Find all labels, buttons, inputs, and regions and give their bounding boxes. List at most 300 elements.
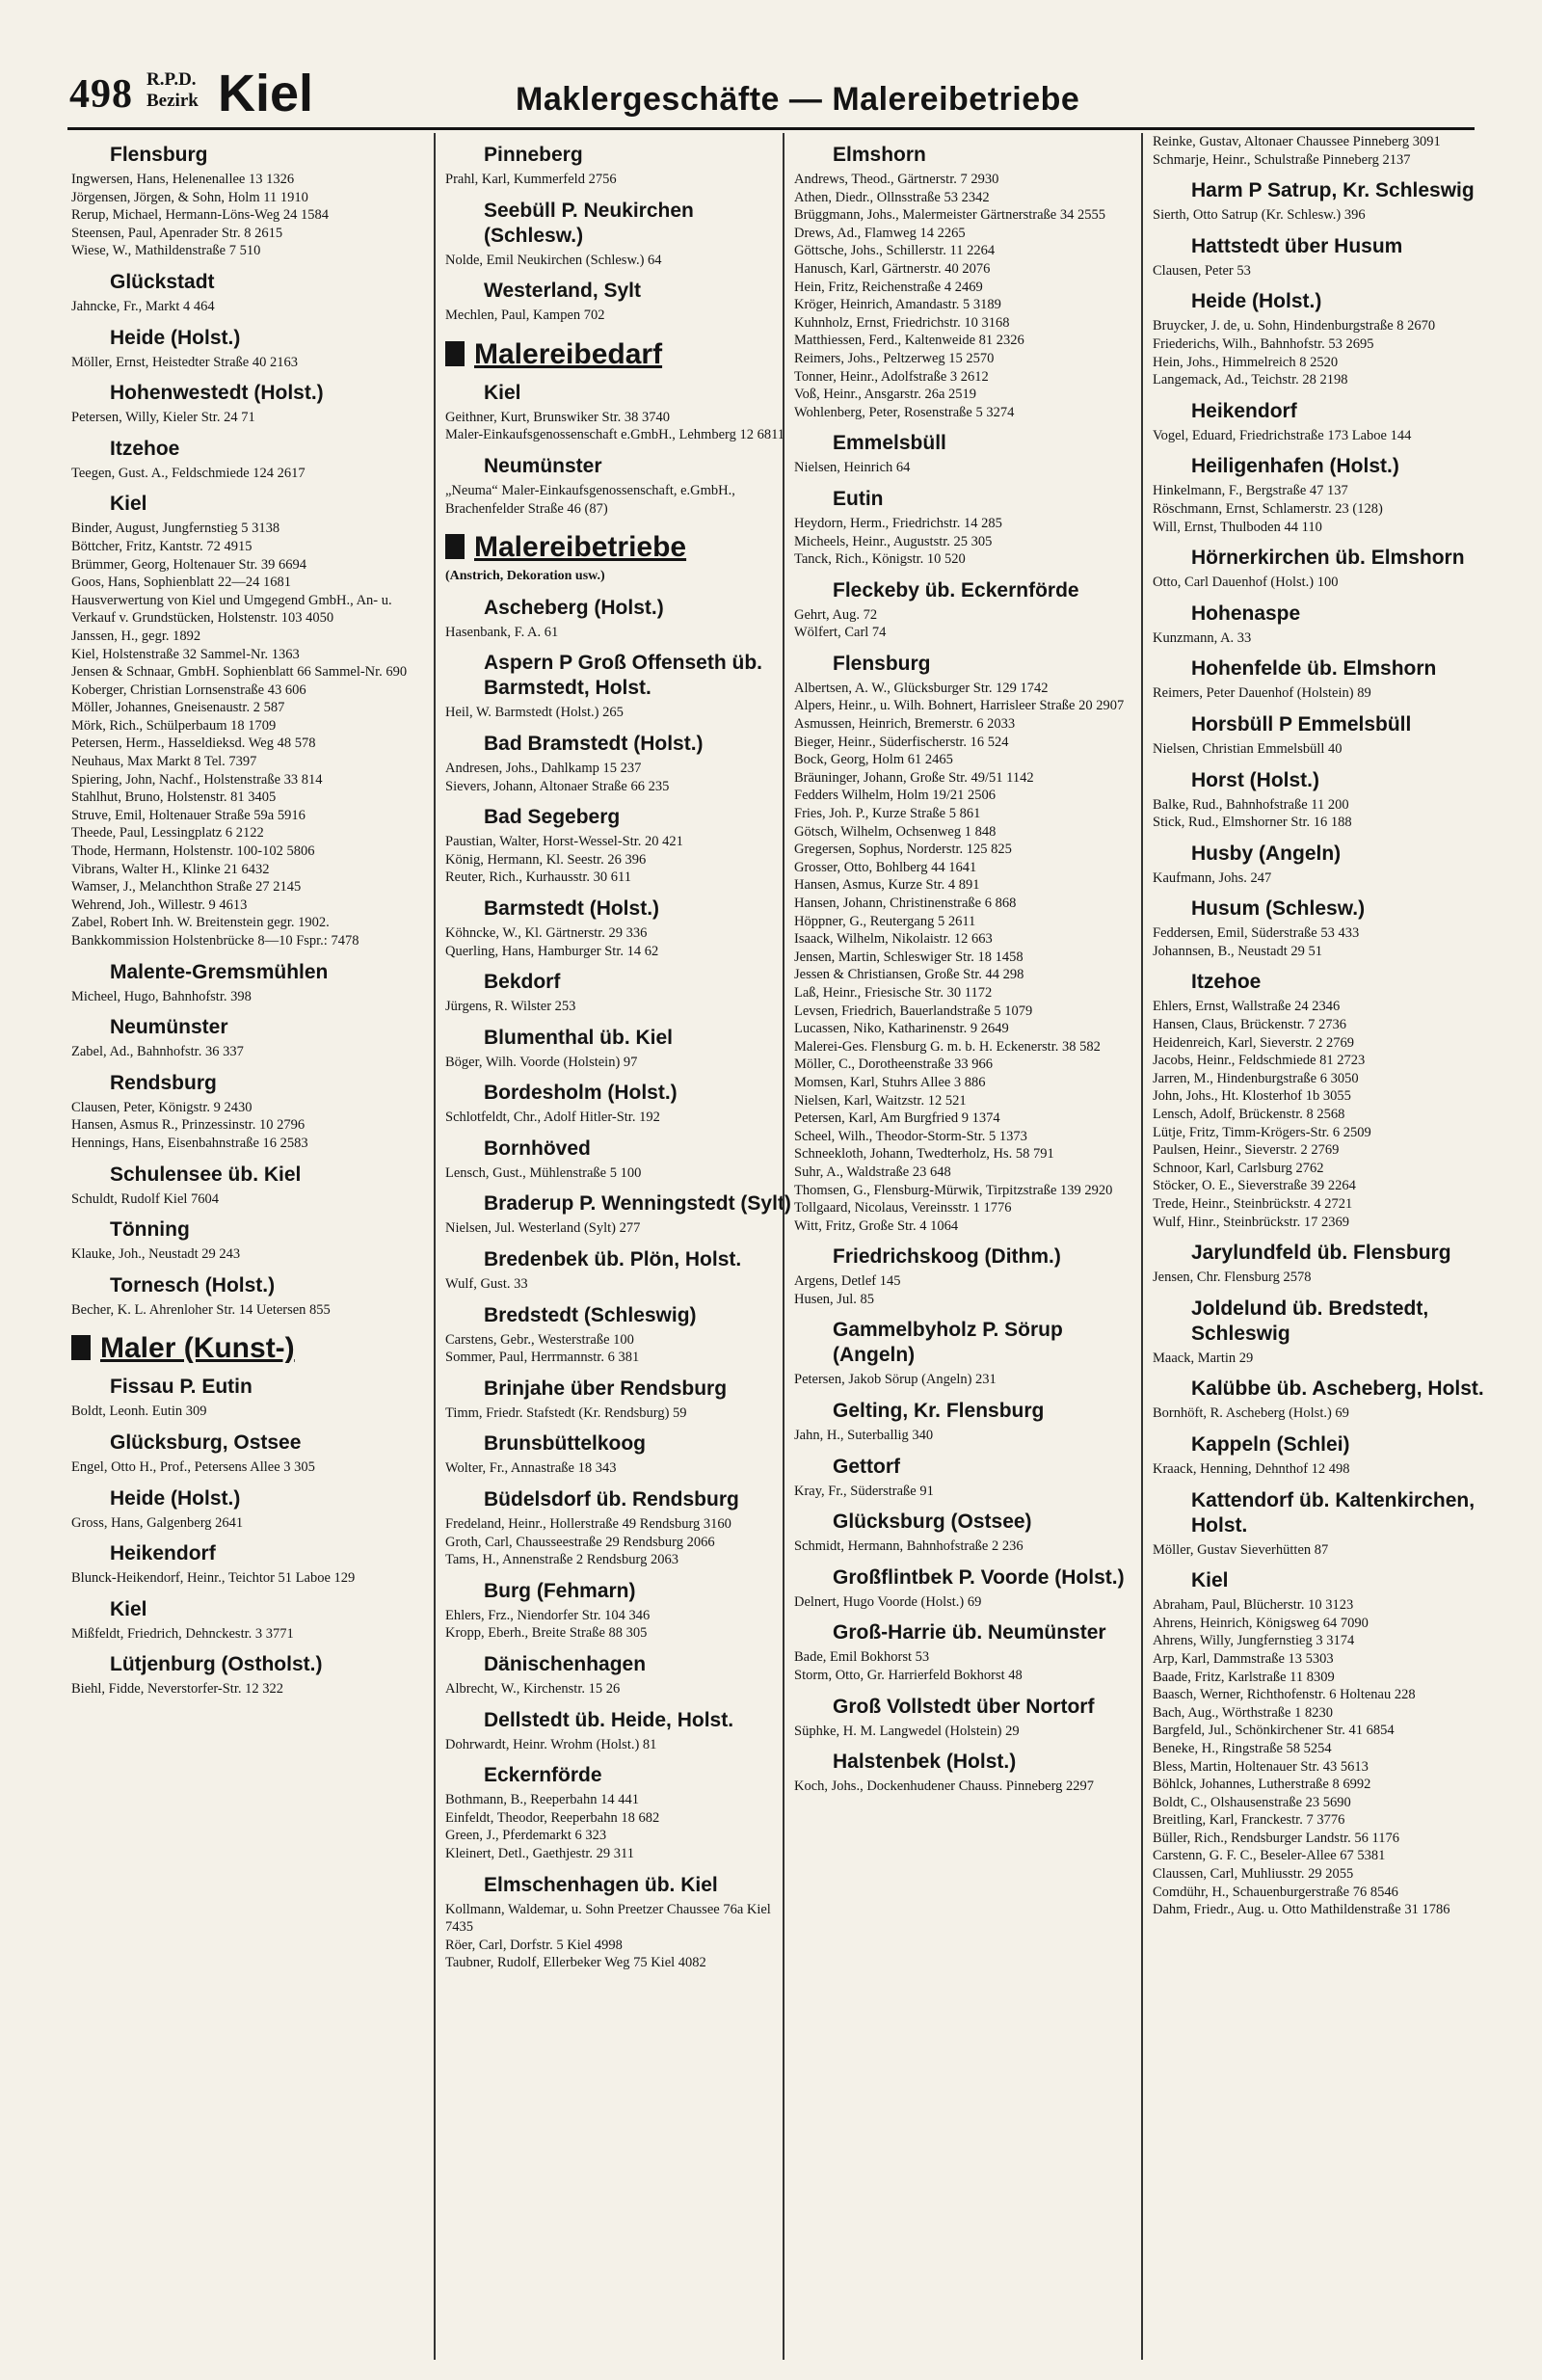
listing-entry: Brüggmann, Johs., Malermeister Gärtnerstraße 34 2555 — [794, 207, 1105, 224]
rpd-label: R.P.D. — [146, 69, 197, 90]
listing-entry: Wohlenberg, Peter, Rosenstraße 5 3274 — [794, 404, 1015, 420]
listing-entry: Hansen, Claus, Brückenstr. 7 2736 — [1153, 1017, 1346, 1033]
listing-entry: Wehrend, Joh., Willestr. 9 4613 — [71, 896, 248, 913]
listing-entry: Bräuninger, Johann, Große Str. 49/51 1142 — [794, 769, 1034, 786]
town-heading: Glücksburg, Ostsee — [110, 1431, 302, 1454]
bezirk-label: Bezirk — [146, 91, 199, 111]
listing-entry: Grosser, Otto, Bohlberg 44 1641 — [794, 859, 977, 875]
town-heading: Kiel — [1191, 1569, 1229, 1592]
listing-entry: Beneke, H., Ringstraße 58 5254 — [1153, 1740, 1332, 1756]
listing-entry: Bargfeld, Jul., Schönkirchener Str. 41 6854 — [1153, 1723, 1395, 1739]
listing-entry: Laß, Heinr., Friesische Str. 30 1172 — [794, 984, 993, 1001]
listing-entry: Sommer, Paul, Herrmannstr. 6 381 — [445, 1350, 640, 1366]
town-heading: Heikendorf — [110, 1542, 216, 1565]
listing-entry: Möller, Gustav Sieverhütten 87 — [1153, 1541, 1329, 1558]
listing-entry: Kröger, Heinrich, Amandastr. 5 3189 — [794, 297, 1001, 313]
listing-entry: Bade, Emil Bokhorst 53 — [794, 1649, 930, 1666]
listing-entry: Kunzmann, A. 33 — [1153, 629, 1252, 646]
listing-entry: Tams, H., Annenstraße 2 Rendsburg 2063 — [445, 1552, 678, 1568]
listing-entry: Hein, Johs., Himmelreich 8 2520 — [1153, 354, 1339, 370]
listing-entry: Göttsche, Johs., Schillerstr. 11 2264 — [794, 243, 996, 259]
town-heading: Schulensee üb. Kiel — [110, 1163, 302, 1186]
listing-entry: Dohrwardt, Heinr. Wrohm (Holst.) 81 — [445, 1736, 657, 1752]
listing-entry: Timm, Friedr. Stafstedt (Kr. Rendsburg) 59 — [445, 1404, 687, 1421]
listing-entry: Petersen, Willy, Kieler Str. 24 71 — [71, 410, 255, 426]
listing-entry: Claussen, Carl, Muhliusstr. 29 2055 — [1153, 1866, 1354, 1883]
listing-entry: Jarren, M., Hindenburgstraße 6 3050 — [1153, 1070, 1359, 1086]
town-heading: Bad Segeberg — [484, 806, 621, 829]
listing-entry: Tonner, Heinr., Adolfstraße 3 2612 — [794, 368, 989, 385]
listing-entry: Bornhöft, R. Ascheberg (Holst.) 69 — [1153, 1405, 1349, 1422]
listing-entry: Jensen, Martin, Schleswiger Str. 18 1458 — [794, 949, 1024, 965]
listing-entry: Kleinert, Detl., Gaethjestr. 29 311 — [445, 1845, 634, 1861]
listing-entry: Kraack, Henning, Dehnthof 12 498 — [1153, 1460, 1350, 1477]
listing-entry: Hanusch, Karl, Gärtnerstr. 40 2076 — [794, 260, 991, 277]
town-heading: Fleckeby üb. Eckernförde — [833, 578, 1079, 602]
listing-entry: Athen, Diedr., Ollnsstraße 53 2342 — [794, 189, 990, 205]
listing-entry: Spiering, John, Nachf., Holstenstraße 33 814 — [71, 771, 323, 788]
section-title: Maklergeschäfte — Malereibetriebe — [516, 81, 1080, 118]
town-heading: Kalübbe üb. Ascheberg, Holst. — [1191, 1377, 1484, 1401]
listing-entry: Sievers, Johann, Altonaer Straße 66 235 — [445, 778, 670, 794]
listing-entry: Bock, Georg, Holm 61 2465 — [794, 752, 953, 768]
listing-entry: Matthiessen, Ferd., Kaltenweide 81 2326 — [794, 333, 1024, 349]
listing-entry: Kray, Fr., Süderstraße 91 — [794, 1483, 934, 1499]
town-heading: Kiel — [110, 493, 147, 516]
listing-entry: Kropp, Eberh., Breite Straße 88 305 — [445, 1625, 648, 1642]
listing-entry: Blunck-Heikendorf, Heinr., Teichtor 51 Laboe 129 — [71, 1570, 356, 1587]
town-heading: Bornhöved — [484, 1137, 591, 1160]
listing-entry: Ahrens, Heinrich, Königsweg 64 7090 — [1153, 1615, 1369, 1631]
town-heading: Halstenbek (Holst.) — [833, 1751, 1017, 1774]
section-heading — [445, 338, 792, 371]
listing-entry: Ehlers, Frz., Niendorfer Str. 104 346 — [445, 1607, 651, 1623]
listing-entry: Langemack, Ad., Teichstr. 28 2198 — [1153, 372, 1348, 388]
listing-entry: Böger, Wilh. Voorde (Holstein) 97 — [445, 1054, 638, 1070]
listing-entry: Bach, Aug., Wörthstraße 1 8230 — [1153, 1704, 1333, 1721]
town-heading: Fissau P. Eutin — [110, 1376, 253, 1399]
listing-entry: Götsch, Wilhelm, Ochsenweg 1 848 — [794, 823, 997, 840]
listing-entry: Boldt, C., Olshausenstraße 23 5690 — [1153, 1794, 1351, 1810]
town-heading: Seebüll P. Neukirchen (Schlesw.) — [484, 199, 694, 247]
listing-entry: Büller, Rich., Rendsburger Landstr. 56 1176 — [1153, 1830, 1399, 1846]
town-heading: Elmshorn — [833, 144, 926, 166]
section-heading — [445, 531, 792, 564]
listing-entry: Bless, Martin, Holtenauer Str. 43 5613 — [1153, 1758, 1369, 1775]
listing-entry: Petersen, Jakob Sörup (Angeln) 231 — [794, 1372, 997, 1388]
town-heading: Gettorf — [833, 1455, 900, 1478]
town-heading: Glückstadt — [110, 270, 215, 293]
town-heading: Horst (Holst.) — [1191, 768, 1319, 791]
town-heading: Rendsburg — [110, 1071, 217, 1094]
listing-entry: Binder, August, Jungfernstieg 5 3138 — [71, 521, 280, 537]
listing-entry: Zabel, Ad., Bahnhofstr. 36 337 — [71, 1044, 244, 1060]
column-4 — [1141, 133, 1496, 2360]
town-heading: Dänischenhagen — [484, 1653, 647, 1675]
town-heading: Kattendorf üb. Kaltenkirchen, Holst. — [1191, 1488, 1476, 1537]
town-heading: Heikendorf — [1191, 399, 1297, 422]
listing-entry: Becher, K. L. Ahrenloher Str. 14 Uetersen 855 — [71, 1301, 331, 1318]
listing-entry: Kuhnholz, Ernst, Friedrichstr. 10 3168 — [794, 314, 1010, 331]
column-2 — [434, 133, 792, 2360]
listing-entry: Otto, Carl Dauenhof (Holst.) 100 — [1153, 575, 1339, 591]
listing-entry: Clausen, Peter 53 — [1153, 262, 1251, 279]
listing-entry: Alpers, Heinr., u. Wilh. Bohnert, Harrisleer Straße 20 2907 — [794, 698, 1125, 714]
listing-entry: Maler-Einkaufsgenossenschaft e.GmbH., Lehmberg 12 6811 — [445, 427, 785, 443]
listing-entry: Lütje, Fritz, Timm-Krögers-Str. 6 2509 — [1153, 1124, 1371, 1140]
listing-entry: Arp, Karl, Dammstraße 13 5303 — [1153, 1650, 1334, 1667]
listing-entry: Fredeland, Heinr., Hollerstraße 49 Rendsburg 3160 — [445, 1516, 731, 1533]
listing-entry: Gross, Hans, Galgenberg 2641 — [71, 1514, 244, 1531]
listing-entry: Heidenreich, Karl, Sieverstr. 2 2769 — [1153, 1034, 1354, 1051]
listing-entry: Reuter, Rich., Kurhausstr. 30 611 — [445, 869, 631, 886]
listing-entry: Feddersen, Emil, Süderstraße 53 433 — [1153, 925, 1360, 942]
listing-entry: Schmarje, Heinr., Schulstraße Pinneberg 2137 — [1153, 151, 1411, 168]
listing-entry: Thomsen, G., Flensburg-Mürwik, Tirpitzstraße 139 2920 — [794, 1182, 1113, 1198]
listing-entry: Nielsen, Christian Emmelsbüll 40 — [1153, 740, 1343, 757]
listing-entry: Thode, Hermann, Holstenstr. 100-102 5806 — [71, 843, 315, 860]
listing-entry: Malerei-Ges. Flensburg G. m. b. H. Eckenerstr. 38 582 — [794, 1038, 1101, 1055]
town-heading: Kiel — [484, 381, 521, 404]
listing-entry: Argens, Detlef 145 — [794, 1273, 901, 1290]
listing-entry: Drews, Ad., Flamweg 14 2265 — [794, 225, 966, 241]
listing-entry: Möller, C., Dorotheenstraße 33 966 — [794, 1056, 994, 1073]
listing-entry: Vibrans, Walter H., Klinke 21 6432 — [71, 861, 270, 877]
town-heading: Bredenbek üb. Plön, Holst. — [484, 1248, 742, 1271]
listing-entry: Engel, Otto H., Prof., Petersens Allee 3 305 — [71, 1458, 315, 1475]
listing-entry: Taubner, Rudolf, Ellerbeker Weg 75 Kiel 4082 — [445, 1955, 706, 1971]
page-header — [67, 60, 1475, 130]
listing-entry: Will, Ernst, Thulboden 44 110 — [1153, 519, 1322, 535]
listing-entry: Carstens, Gebr., Westerstraße 100 — [445, 1331, 634, 1348]
town-heading: Barmstedt (Holst.) — [484, 896, 660, 920]
town-heading: Eutin — [833, 487, 884, 510]
listing-entry: John, Johs., Ht. Klosterhof 1b 3055 — [1153, 1088, 1351, 1105]
listing-entry: Möller, Ernst, Heistedter Straße 40 2163 — [71, 354, 298, 370]
town-heading: Tönning — [110, 1218, 190, 1242]
town-heading: Glücksburg (Ostsee) — [833, 1511, 1032, 1534]
town-heading: Horsbüll P Emmelsbüll — [1191, 712, 1412, 735]
listing-entry: König, Hermann, Kl. Seestr. 26 396 — [445, 851, 647, 868]
column-3 — [783, 133, 1141, 2360]
listing-entry: Micheel, Hugo, Bahnhofstr. 398 — [71, 988, 252, 1004]
town-heading: Itzehoe — [110, 437, 180, 460]
town-heading: Brunsbüttelkoog — [484, 1432, 646, 1456]
listing-entry: „Neuma“ Maler-Einkaufsgenossenschaft, e.GmbH., Brachenfelder Straße 46 (87) — [445, 482, 735, 517]
listing-entry: Schnoor, Karl, Carlsburg 2762 — [1153, 1160, 1324, 1176]
town-heading: Kappeln (Schlei) — [1191, 1432, 1350, 1456]
town-heading: Pinneberg — [484, 144, 583, 166]
listing-entry: Wulf, Hinr., Steinbrückstr. 17 2369 — [1153, 1214, 1350, 1230]
listing-entry: Neuhaus, Max Markt 8 Tel. 7397 — [71, 754, 257, 770]
listing-entry: Tanck, Rich., Königstr. 10 520 — [794, 551, 966, 568]
listing-entry: Groth, Carl, Chausseestraße 29 Rendsburg 2066 — [445, 1534, 715, 1550]
listing-entry: Ahrens, Willy, Jungfernstieg 3 3174 — [1153, 1633, 1355, 1649]
listing-entry: Prahl, Karl, Kummerfeld 2756 — [445, 172, 617, 187]
listing-entry: Jensen & Schnaar, GmbH. Sophienblatt 66 Sammel-Nr. 690 — [71, 664, 408, 681]
section-heading-text: Malereibetriebe — [474, 531, 687, 564]
town-heading: Hohenwestedt (Holst.) — [110, 382, 324, 405]
listing-entry: Schlotfeldt, Chr., Adolf Hitler-Str. 192 — [445, 1110, 660, 1126]
town-heading: Elmschenhagen üb. Kiel — [484, 1873, 718, 1896]
listing-entry: Nielsen, Karl, Waitzstr. 12 521 — [794, 1092, 967, 1109]
listing-entry: Clausen, Peter, Königstr. 9 2430 — [71, 1099, 253, 1115]
listing-entry: Breitling, Karl, Franckestr. 7 3776 — [1153, 1812, 1345, 1829]
town-heading: Hörnerkirchen üb. Elmshorn — [1191, 547, 1465, 570]
town-heading: Aspern P Groß Offenseth üb. Barmstedt, Holst. — [484, 652, 762, 700]
town-heading: Gammelbyholz P. Sörup (Angeln) — [833, 1319, 1063, 1367]
listing-entry: Süphke, H. M. Langwedel (Holstein) 29 — [794, 1723, 1020, 1739]
listing-entry: Ehlers, Ernst, Wallstraße 24 2346 — [1153, 999, 1341, 1015]
listing-entry: Storm, Otto, Gr. Harrierfeld Bokhorst 48 — [794, 1668, 1023, 1684]
listing-entry: Johannsen, B., Neustadt 29 51 — [1153, 943, 1322, 959]
listing-entry: Schneekloth, Johann, Twedterholz, Hs. 58 791 — [794, 1146, 1054, 1163]
listing-entry: Mißfeldt, Friedrich, Dehnckestr. 3 3771 — [71, 1625, 294, 1642]
listing-entry: Lensch, Adolf, Brückenstr. 8 2568 — [1153, 1107, 1345, 1123]
listing-entry: Hansen, Asmus, Kurze Str. 4 891 — [794, 877, 980, 894]
listing-entry: Hinkelmann, F., Bergstraße 47 137 — [1153, 483, 1348, 499]
listing-entry: Wiese, W., Mathildenstraße 7 510 — [71, 243, 261, 259]
listing-entry: Momsen, Karl, Stuhrs Allee 3 886 — [794, 1074, 986, 1090]
listing-entry: Schuldt, Rudolf Kiel 7604 — [71, 1190, 220, 1207]
listing-entry: Andrews, Theod., Gärtnerstr. 7 2930 — [794, 172, 999, 187]
town-heading: Dellstedt üb. Heide, Holst. — [484, 1708, 734, 1731]
listing-entry: Stick, Rud., Elmshorner Str. 16 188 — [1153, 815, 1352, 831]
listing-entry: Suhr, A., Waldstraße 23 648 — [794, 1163, 951, 1180]
listing-entry: Reimers, Peter Dauenhof (Holstein) 89 — [1153, 685, 1371, 702]
town-heading: Lütjenburg (Ostholst.) — [110, 1653, 323, 1676]
town-heading: Büdelsdorf üb. Rendsburg — [484, 1488, 739, 1511]
town-heading: Husby (Angeln) — [1191, 842, 1342, 865]
section-square-icon — [445, 341, 465, 366]
listing-entry: Schmidt, Hermann, Bahnhofstraße 2 236 — [794, 1538, 1024, 1555]
town-heading: Bekdorf — [484, 971, 561, 994]
listing-entry: Kollmann, Waldemar, u. Sohn Preetzer Chaussee 76a Kiel 7435 — [445, 1901, 771, 1936]
listing-entry: Lucassen, Niko, Katharinenstr. 9 2649 — [794, 1021, 1009, 1037]
listing-entry: Petersen, Herm., Hasseldieksd. Weg 48 578 — [71, 735, 316, 752]
town-heading: Hattstedt über Husum — [1191, 234, 1403, 257]
listing-entry: Friederichs, Wilh., Bahnhofstr. 53 2695 — [1153, 335, 1374, 352]
listing-entry: Trede, Heinr., Steinbrückstr. 4 2721 — [1153, 1196, 1353, 1212]
listing-entry: Struve, Emil, Holtenauer Straße 59a 5916 — [71, 807, 306, 823]
listing-entry: Wölfert, Carl 74 — [794, 625, 887, 641]
listing-entry: Isaack, Wilhelm, Nikolaistr. 12 663 — [794, 931, 993, 948]
section-heading — [71, 1332, 418, 1365]
listing-entry: Hansen, Johann, Christinenstraße 6 868 — [794, 896, 1017, 911]
page-number: 498 — [69, 72, 133, 117]
listing-entry: Abraham, Paul, Blücherstr. 10 3123 — [1153, 1597, 1354, 1614]
listing-entry: Wamser, J., Melanchthon Straße 27 2145 — [71, 879, 302, 896]
town-heading: Itzehoe — [1191, 971, 1262, 994]
listing-entry: Bieger, Heinr., Süderfischerstr. 16 524 — [794, 734, 1009, 750]
listing-entry: Heydorn, Herm., Friedrichstr. 14 285 — [794, 515, 1002, 531]
listing-entry: Witt, Fritz, Große Str. 4 1064 — [794, 1217, 959, 1234]
listing-entry: Jahncke, Fr., Markt 4 464 — [71, 298, 215, 314]
town-heading: Bad Bramstedt (Holst.) — [484, 732, 704, 755]
listing-entry: Hausverwertung von Kiel und Umgegend GmbH., An- u. Verkauf v. Grundstücken, Holstenstr. 103 4050 — [71, 592, 392, 627]
town-heading: Groß Vollstedt über Nortorf — [833, 1695, 1095, 1718]
town-heading: Bredstedt (Schleswig) — [484, 1303, 697, 1326]
listing-entry: Levsen, Friedrich, Bauerlandstraße 5 1079 — [794, 1003, 1033, 1019]
listing-entry: Stöcker, O. E., Sieverstraße 39 2264 — [1153, 1178, 1356, 1194]
town-heading: Emmelsbüll — [833, 432, 946, 455]
listing-entry: Mörk, Rich., Schülperbaum 18 1709 — [71, 717, 277, 734]
listing-entry: Kiel, Holstenstraße 32 Sammel-Nr. 1363 — [71, 646, 300, 662]
listing-entry: Carstenn, G. F. C., Beseler-Allee 67 5381 — [1153, 1848, 1386, 1864]
listing-entry: Zabel, Robert Inh. W. Breitenstein gegr. 1902. Bankkommission Holstenbrücke 8—10 Fspr.: 7478 — [71, 915, 359, 949]
town-heading: Tornesch (Holst.) — [110, 1273, 276, 1297]
listing-entry: Reimers, Johs., Peltzerweg 15 2570 — [794, 350, 995, 366]
listing-entry: Gehrt, Aug. 72 — [794, 606, 878, 623]
town-heading: Heide (Holst.) — [110, 1486, 241, 1510]
town-heading: Flensburg — [833, 652, 931, 675]
listing-entry: Petersen, Karl, Am Burgfried 9 1374 — [794, 1110, 1000, 1127]
listing-entry: Dahm, Friedr., Aug. u. Otto Mathildenstraße 31 1786 — [1153, 1902, 1450, 1918]
listing-entry: Stahlhut, Bruno, Holstenstr. 81 3405 — [71, 789, 277, 806]
listing-entry: Voß, Heinr., Ansgarstr. 26a 2519 — [794, 387, 977, 403]
listing-entry: Andresen, Johs., Dahlkamp 15 237 — [445, 760, 642, 776]
listing-entry: Nolde, Emil Neukirchen (Schlesw.) 64 — [445, 252, 662, 268]
section-heading-text: Malereibedarf — [474, 337, 663, 370]
town-heading: Ascheberg (Holst.) — [484, 596, 664, 619]
listing-entry: Teegen, Gust. A., Feldschmiede 124 2617 — [71, 465, 306, 481]
town-heading: Neumünster — [484, 454, 602, 477]
listing-entry: Nielsen, Jul. Westerland (Sylt) 277 — [445, 1220, 641, 1237]
town-heading: Großflintbek P. Voorde (Holst.) — [833, 1565, 1125, 1589]
listing-entry: Boldt, Leonh. Eutin 309 — [71, 1404, 207, 1420]
listing-entry: Querling, Hans, Hamburger Str. 14 62 — [445, 943, 659, 959]
listing-entry: Mechlen, Paul, Kampen 702 — [445, 308, 605, 324]
listing-entry: Janssen, H., gegr. 1892 — [71, 628, 201, 644]
listing-entry: Brümmer, Georg, Holtenauer Str. 39 6694 — [71, 556, 307, 573]
listing-entry: Albrecht, W., Kirchenstr. 15 26 — [445, 1681, 621, 1697]
listing-entry: Wulf, Gust. 33 — [445, 1276, 528, 1293]
listing-entry: Asmussen, Heinrich, Bremerstr. 6 2033 — [794, 716, 1016, 733]
listing-entry: Husen, Jul. 85 — [794, 1291, 874, 1307]
listing-entry: Baasch, Werner, Richthofenstr. 6 Holtenau 228 — [1153, 1687, 1416, 1703]
listing-entry: Rerup, Michael, Hermann-Löns-Weg 24 1584 — [71, 207, 330, 224]
town-heading: Heide (Holst.) — [110, 326, 241, 349]
listing-entry: Röer, Carl, Dorfstr. 5 Kiel 4998 — [445, 1937, 623, 1953]
listing-entry: Heil, W. Barmstedt (Holst.) 265 — [445, 705, 624, 721]
listing-entry: Reinke, Gustav, Altonaer Chaussee Pinneberg 3091 — [1153, 134, 1441, 149]
listing-entry: Lensch, Gust., Mühlenstraße 5 100 — [445, 1164, 642, 1181]
town-heading: Blumenthal üb. Kiel — [484, 1026, 674, 1049]
listing-entry: Hein, Fritz, Reichenstraße 4 2469 — [794, 279, 983, 295]
listing-entry: Bothmann, B., Reeperbahn 14 441 — [445, 1792, 639, 1808]
district-city: Kiel — [218, 65, 314, 122]
listing-entry: Tollgaard, Nicolaus, Vereinsstr. 1 1776 — [794, 1200, 1012, 1217]
district-label — [146, 69, 199, 112]
listing-entry: Baade, Fritz, Karlstraße 11 8309 — [1153, 1669, 1335, 1685]
town-heading: Gelting, Kr. Flensburg — [833, 1400, 1045, 1423]
town-heading: Flensburg — [110, 144, 208, 166]
listing-entry: Jacobs, Heinr., Feldschmiede 81 2723 — [1153, 1053, 1366, 1069]
listing-entry: Nielsen, Heinrich 64 — [794, 460, 911, 476]
listing-entry: Balke, Rud., Bahnhofstraße 11 200 — [1153, 796, 1349, 813]
town-heading: Heide (Holst.) — [1191, 290, 1322, 313]
section-square-icon — [445, 534, 465, 559]
listing-entry: Köhncke, W., Kl. Gärtnerstr. 29 336 — [445, 924, 648, 941]
town-heading: Jarylundfeld üb. Flensburg — [1191, 1242, 1451, 1265]
town-heading: Joldelund üb. Bredstedt, Schleswig — [1191, 1297, 1429, 1345]
section-subtitle: (Anstrich, Dekoration usw.) — [445, 569, 605, 584]
town-heading: Braderup P. Wenningstedt (Sylt) — [484, 1192, 791, 1216]
listing-entry: Höppner, G., Reutergang 5 2611 — [794, 913, 976, 929]
listing-entry: Hansen, Asmus R., Prinzessinstr. 10 2796 — [71, 1117, 306, 1134]
listing-entry: Jörgensen, Jörgen, & Sohn, Holm 11 1910 — [71, 189, 308, 205]
listing-entry: Möller, Johannes, Gneisenaustr. 2 587 — [71, 700, 285, 716]
listing-entry: Jahn, H., Suterballig 340 — [794, 1428, 934, 1444]
section-heading-text: Maler (Kunst-) — [100, 1332, 295, 1365]
town-heading: Brinjahe über Rendsburg — [484, 1377, 728, 1400]
town-heading: Bordesholm (Holst.) — [484, 1082, 678, 1105]
listing-entry: Scheel, Wilh., Theodor-Storm-Str. 5 1373 — [794, 1128, 1027, 1144]
listing-entry: Jessen & Christiansen, Große Str. 44 298 — [794, 967, 1024, 983]
listing-entry: Koberger, Christian Lornsenstraße 43 606 — [71, 682, 306, 698]
column-1 — [71, 133, 418, 2360]
town-heading: Westerland, Sylt — [484, 280, 641, 303]
listing-entry: Vogel, Eduard, Friedrichstraße 173 Laboe 144 — [1153, 427, 1412, 443]
town-heading: Eckernförde — [484, 1764, 602, 1787]
listing-entry: Albertsen, A. W., Glücksburger Str. 129 1742 — [794, 680, 1049, 696]
listing-entry: Bruycker, J. de, u. Sohn, Hindenburgstraße 8 2670 — [1153, 318, 1436, 334]
listing-entry: Koch, Johs., Dockenhudener Chauss. Pinneberg 2297 — [794, 1778, 1095, 1795]
listing-entry: Fedders Wilhelm, Holm 19/21 2506 — [794, 788, 996, 804]
listing-entry: Hennings, Hans, Eisenbahnstraße 16 2583 — [71, 1135, 308, 1151]
listing-entry: Röschmann, Ernst, Schlamerstr. 23 (128) — [1153, 500, 1383, 517]
listing-entry: Biehl, Fidde, Neverstorfer-Str. 12 322 — [71, 1681, 283, 1698]
listing-entry: Sierth, Otto Satrup (Kr. Schlesw.) 396 — [1153, 207, 1366, 224]
listing-entry: Steensen, Paul, Apenrader Str. 8 2615 — [71, 225, 283, 241]
listing-entry: Delnert, Hugo Voorde (Holst.) 69 — [794, 1593, 982, 1610]
listing-entry: Wolter, Fr., Annastraße 18 343 — [445, 1460, 617, 1477]
listing-entry: Jürgens, R. Wilster 253 — [445, 999, 576, 1015]
town-heading: Hohenaspe — [1191, 602, 1301, 625]
town-heading: Heiligenhafen (Holst.) — [1191, 455, 1399, 478]
listing-entry: Paustian, Walter, Horst-Wessel-Str. 20 421 — [445, 834, 683, 850]
listing-entry: Jensen, Chr. Flensburg 2578 — [1153, 1270, 1312, 1286]
town-heading: Friedrichskoog (Dithm.) — [833, 1245, 1061, 1269]
listing-entry: Goos, Hans, Sophienblatt 22—24 1681 — [71, 575, 291, 591]
listing-entry: Micheels, Heinr., Auguststr. 25 305 — [794, 533, 993, 549]
town-heading: Groß-Harrie üb. Neumünster — [833, 1621, 1106, 1645]
town-heading: Harm P Satrup, Kr. Schleswig — [1191, 179, 1475, 202]
town-heading: Malente-Gremsmühlen — [110, 960, 329, 983]
listing-entry: Geithner, Kurt, Brunswiker Str. 38 3740 — [445, 409, 671, 425]
listing-entry: Paulsen, Heinr., Sieverstr. 2 2769 — [1153, 1142, 1340, 1159]
listing-entry: Einfeldt, Theodor, Reeperbahn 18 682 — [445, 1809, 660, 1826]
listing-entry: Fries, Joh. P., Kurze Straße 5 861 — [794, 806, 981, 822]
listing-entry: Klauke, Joh., Neustadt 29 243 — [71, 1246, 241, 1263]
listing-entry: Green, J., Pferdemarkt 6 323 — [445, 1828, 607, 1844]
listing-entry: Theede, Paul, Lessingplatz 6 2122 — [71, 825, 264, 842]
listing-entry: Hasenbank, F. A. 61 — [445, 624, 559, 640]
town-heading: Burg (Fehmarn) — [484, 1579, 636, 1602]
listing-entry: Kaufmann, Johs. 247 — [1153, 869, 1272, 886]
listing-entry: Ingwersen, Hans, Helenenallee 13 1326 — [71, 172, 295, 187]
town-heading: Neumünster — [110, 1016, 228, 1039]
section-square-icon — [71, 1335, 91, 1360]
listing-entry: Böttcher, Fritz, Kantstr. 72 4915 — [71, 538, 253, 554]
town-heading: Hohenfelde üb. Elmshorn — [1191, 657, 1437, 681]
town-heading: Kiel — [110, 1597, 147, 1620]
town-heading: Husum (Schlesw.) — [1191, 897, 1366, 921]
listing-entry: Maack, Martin 29 — [1153, 1350, 1254, 1366]
listing-entry: Comdühr, H., Schauenburgerstraße 76 8546 — [1153, 1884, 1398, 1900]
listing-entry: Gregersen, Sophus, Norderstr. 125 825 — [794, 842, 1012, 858]
listing-entry: Böhlck, Johannes, Lutherstraße 8 6992 — [1153, 1777, 1371, 1793]
